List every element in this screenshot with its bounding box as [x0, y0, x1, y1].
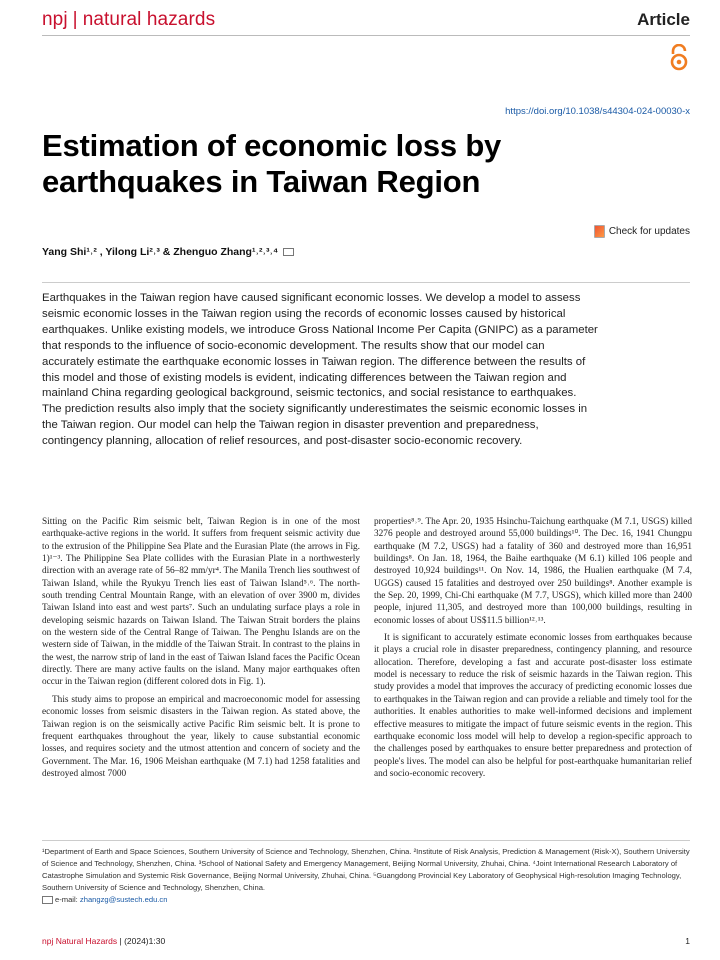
authors-text: Yang Shi¹˒² , Yilong Li²˒³ & Zhenguo Zhang¹˒²˒³˒⁴: [42, 246, 279, 258]
journal-logo: [42, 9, 215, 31]
body-paragraph: It is significant to accurately estimate economic losses from earthquakes because it plays a crucial role in disaster preparedness, contingency planning, and resource allocation. Therefore, developing a fast and accurate post-disaster loss estimate model is necessary to reduce the risk of seismic hazards in the Taiwan region. This study provides a model that improves the accuracy of predicting economic losses due to earthquakes in the Taiwan region and can provide a reliable and timely tool for the authorities. It enables authorities to make well-informed decisions and implement effective measures to mitigate the impact of future seismic events in the region. This earthquake economic loss model will help to develop a region-specific approach to the challenges posed by earthquakes to ensure better preparedness and protection of people's lives. The model can also be helpful for post-earthquake humanitarian relief and socio-economic recovery.: [374, 633, 692, 779]
open-access-icon: [668, 44, 690, 72]
email-label: e-mail:: [55, 895, 78, 904]
affiliations-text: ¹Department of Earth and Space Sciences, Southern University of Science and Technology, Shenzhen, China. ²Institute of Risk Analysis, Prediction & Management (Risk-X), Southern University of Science and Technology, Shenzhen, China. ³School of National Safety and Emergency Management, Beijing Normal University, Zhuhai, China. ⁴Joint International Research Laboratory of Catastrophe Simulation and Systemic Risk Governance, Beijing Normal University, Zhuhai, China. ⁵Guangdong Provincial Key Laboratory of Geophysical High-resolution Imaging Technology, Southern University of Science and Technology, Shenzhen, China.: [42, 847, 690, 892]
footer-citation: [42, 936, 165, 946]
affiliations-rule: [42, 840, 690, 841]
body-column-right: [374, 516, 692, 780]
body-paragraph: Sitting on the Pacific Rim seismic belt, Taiwan Region is in one of the most earthquake-active regions in the world. It suffers from frequent seismic activity due to the extrusion of the Philippine Sea Plate and the Eurasian Plate (the arrows in Fig. 1)¹⁻³. The Philippine Sea Plate collides with the Eurasian Plate in a northwesterly direction with an average rate of 56–82 mm/yr⁴. The Manila Trench lies southwest of Taiwan Island, while the Ryukyu Trench lies east of Taiwan Island⁵˒⁶. The north-south trending Central Mountain Range, with an elevation of over 3900 m, divides Taiwan Island into east and west parts⁷. Such an undulating surface plays a role in developing seismic hazards on Taiwan Island. The Taiwan Strait borders the plains on the western side of the Central Range of Taiwan. The Penghu Islands are on the western side of Taiwan, in the middle of the Taiwan Strait. In contrast to the plains in the west, the narrow strip of land in the east of Taiwan Island faces the Pacific Ocean directly. There are many active faults on the island. Many major earthquakes often occur in the Taiwan region (different colored dots in Fig. 1).: [42, 517, 360, 688]
header-rule: [42, 35, 690, 36]
check-updates-icon: [594, 225, 605, 238]
check-updates-label: Check for updates: [608, 226, 690, 237]
abstract-rule: [42, 282, 690, 283]
journal-separator: |: [72, 9, 78, 30]
author-list: [42, 246, 294, 258]
article-title: Estimation of economic loss by earthquakes in Taiwan Region: [42, 128, 502, 199]
body-paragraph: properties⁸˒⁹. The Apr. 20, 1935 Hsinchu-Taichung earthquake (M 7.1, USGS) killed 3276 people and destroyed around 55,000 buildings¹⁰. The Dec. 16, 1941 Chungpu earthquake (M 7.2, USGS) had a fatality of 360 and destroyed more than 16,951 buildings⁸. On Jan. 18, 1964, the Baihe earthquake (M 6.1) killed 106 people and destroyed 10,924 buildings¹¹. On Nov. 14, 1986, the Hualien earthquake (M 7.4, UGGS) caused 15 fatalities and destroyed over 250 buildings⁸. Another example is the Sep. 20, 1999, Chi-Chi earthquake (M 7.7, USGS), which killed more than 2400 people, injured 11,305, and destroyed more than 100,000 buildings, resulting in economic losses of about US$11.5 billion¹²˒¹³.: [374, 517, 692, 626]
journal-name: natural hazards: [82, 9, 216, 30]
footer-separator: |: [117, 936, 125, 946]
corresponding-email-link[interactable]: zhangzg@sustech.edu.cn: [79, 895, 168, 904]
article-type-label: Article: [637, 10, 690, 29]
mail-icon[interactable]: [283, 248, 294, 256]
body-column-left: [42, 516, 360, 780]
journal-brand: npj: [42, 9, 68, 30]
abstract: Earthquakes in the Taiwan region have caused significant economic losses. We develop a model to assess seismic economic losses in the Taiwan region using the records of economic losses caused by historical earthquakes. Unlike existing models, we introduce Gross National Income Per Capita (GNIPC) as a parameter that responds to the influence of socio-economic development. The results show that our model can accurately estimate the earthquake economic losses in Taiwan region. The difference between the results of this model and those of existing models is evident, indicating differences between the Taiwan region and mainland China regarding geological background, seismic tectonics, and social resistance to earthquakes. The prediction results also imply that the society significantly underestimates the seismic economic losses in the Taiwan region. Our model can help the Taiwan region in disaster prevention and preparedness, contingency planning, allocation of relief resources, and post-disaster socio-economic recovery.: [42, 292, 598, 448]
body-paragraph: This study aims to propose an empirical and macroeconomic model for assessing economic losses from seismic disasters in the Taiwan region. As stated above, the Taiwan region is on the seismically active Pacific Rim seismic belt. It is prone to frequent earthquakes throughout the year, likely to cause substantial economic losses, and requires society and the utmost attention and concern of society and the Government. The Mar. 16, 1906 Meishan earthquake (M 7.1) had 1258 fatalities and destroyed almost 7000: [42, 694, 360, 779]
mail-icon: [42, 896, 53, 904]
footer-journal: npj Natural Hazards: [42, 936, 118, 946]
footer-volume: (2024)1:30: [124, 936, 166, 946]
affiliations: [42, 846, 690, 906]
check-for-updates-button[interactable]: [594, 225, 690, 238]
doi-link[interactable]: https://doi.org/10.1038/s44304-024-00030-x: [505, 106, 690, 117]
page-number: 1: [685, 936, 690, 946]
